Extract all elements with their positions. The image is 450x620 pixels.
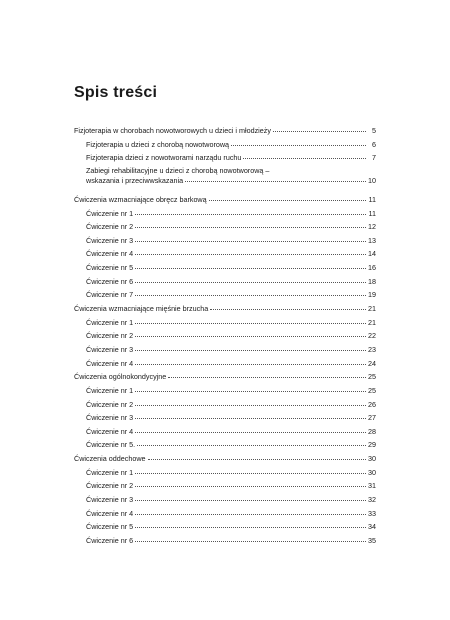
toc-page-number: 11	[368, 208, 376, 218]
toc-page-number: 32	[368, 495, 376, 505]
toc-page-number: 33	[368, 508, 376, 518]
toc-page-number: 26	[368, 399, 376, 409]
toc-entry[interactable]	[74, 413, 376, 427]
toc-entry-label: Ćwiczenie nr 2	[86, 399, 134, 409]
toc-entry[interactable]	[74, 209, 376, 223]
toc-entry[interactable]	[74, 468, 376, 482]
toc-entry-label: Fizjoterapia u dzieci z chorobą nowotworową	[86, 139, 230, 149]
toc-page-number: 16	[368, 263, 376, 273]
toc-entry-label: Ćwiczenie nr 4	[86, 249, 134, 259]
toc-entry-label: Ćwiczenia wzmacniające mięśnie brzucha	[74, 304, 209, 314]
dot-leader	[210, 303, 366, 310]
toc-entry-label: Ćwiczenie nr 4	[86, 358, 134, 368]
toc-page-number: 12	[368, 222, 376, 232]
toc-entry-label: Ćwiczenie nr 7	[86, 290, 134, 300]
toc-entry-label: Ćwiczenie nr 3	[86, 413, 134, 423]
toc-page-number: 18	[368, 276, 376, 286]
toc-entry[interactable]	[74, 372, 376, 386]
toc-entry[interactable]	[74, 400, 376, 414]
toc-entry[interactable]	[74, 263, 376, 277]
toc-entry[interactable]	[74, 140, 376, 154]
dot-leader	[135, 221, 366, 228]
dot-leader	[137, 439, 366, 446]
toc-entry[interactable]	[74, 427, 376, 441]
toc-entry[interactable]	[74, 440, 376, 454]
toc-page-number: 35	[368, 535, 376, 545]
toc-page-number: 21	[368, 304, 376, 314]
dot-leader	[135, 289, 366, 296]
toc-entry-label: Ćwiczenie nr 2	[86, 222, 134, 232]
dot-leader	[135, 208, 366, 215]
toc-entry-label: Ćwiczenie nr 2	[86, 481, 134, 491]
toc-page-number: 6	[372, 139, 376, 149]
toc-entry-label: Ćwiczenia oddechowe	[74, 454, 146, 464]
toc-entry-label: Ćwiczenie nr 6	[86, 535, 134, 545]
toc-entry[interactable]	[74, 304, 376, 318]
page-title: Spis treści	[74, 84, 158, 101]
toc-page-number: 24	[368, 358, 376, 368]
toc-entry[interactable]	[74, 126, 376, 140]
toc-entry-label: Ćwiczenie nr 6	[86, 276, 134, 286]
toc-entry-label: Ćwiczenie nr 3	[86, 235, 134, 245]
toc-entry[interactable]	[74, 318, 376, 332]
dot-leader	[135, 358, 366, 365]
toc-page-number: 14	[368, 249, 376, 259]
toc-entry-label: Ćwiczenie nr 5	[86, 263, 134, 273]
toc-page-number: 23	[368, 344, 376, 354]
dot-leader	[148, 453, 366, 460]
toc-page-number: 31	[368, 481, 376, 491]
dot-leader	[168, 371, 366, 378]
dot-leader	[135, 276, 366, 283]
toc-entry[interactable]	[74, 153, 376, 167]
toc-entry[interactable]	[74, 509, 376, 523]
dot-leader	[135, 248, 366, 255]
dot-leader	[135, 426, 366, 433]
dot-leader	[135, 399, 366, 406]
toc-page-number: 19	[368, 290, 376, 300]
toc-entry-label: Ćwiczenie nr 5.	[86, 440, 136, 450]
toc-entry-label: Ćwiczenie nr 4	[86, 426, 134, 436]
toc-entry-label: Fizjoterapia dzieci z nowotworami narządu ruchu	[86, 153, 242, 163]
dot-leader	[185, 175, 366, 182]
dot-leader	[273, 125, 366, 132]
toc-page-number: 22	[368, 331, 376, 341]
toc-entry[interactable]	[74, 195, 376, 209]
dot-leader	[135, 494, 366, 501]
toc-page-number: 21	[368, 317, 376, 327]
toc-entry-label: Ćwiczenie nr 1	[86, 208, 134, 218]
toc-page-number: 27	[368, 413, 376, 423]
toc-entry[interactable]	[74, 495, 376, 509]
dot-leader	[135, 317, 366, 324]
dot-leader	[135, 235, 366, 242]
toc-page-number: 34	[368, 522, 376, 532]
dot-leader	[209, 194, 366, 201]
toc-entry-label: Ćwiczenie nr 5	[86, 522, 134, 532]
dot-leader	[135, 262, 366, 269]
toc-entry-label: Zabiegi rehabilitacyjne u dzieci z chorobą nowotworową –	[86, 165, 270, 175]
toc-entry-label: Ćwiczenie nr 3	[86, 495, 134, 505]
dot-leader	[135, 344, 366, 351]
table-of-contents	[74, 126, 376, 550]
toc-page-number: 30	[368, 467, 376, 477]
toc-entry[interactable]	[74, 277, 376, 291]
dot-leader	[135, 521, 366, 528]
toc-page-number: 30	[368, 454, 376, 464]
toc-entry-label: Ćwiczenia ogólnokondycyjne	[74, 372, 167, 382]
toc-page-number: 28	[368, 426, 376, 436]
toc-entry-label: Ćwiczenia wzmacniające obręcz barkową	[74, 194, 207, 204]
toc-entry[interactable]	[74, 536, 376, 550]
toc-entry[interactable]	[74, 386, 376, 400]
dot-leader	[135, 535, 366, 542]
toc-entry-label: Ćwiczenie nr 1	[86, 317, 134, 327]
toc-page-number: 10	[368, 176, 376, 186]
toc-page-number: 5	[372, 126, 376, 135]
dot-leader	[231, 139, 366, 146]
dot-leader	[135, 508, 366, 515]
toc-page-number: 11	[368, 194, 376, 204]
toc-entry-label: Ćwiczenie nr 3	[86, 344, 134, 354]
dot-leader	[135, 412, 366, 419]
toc-entry[interactable]	[74, 249, 376, 263]
toc-page-number: 25	[368, 385, 376, 395]
toc-entry-label: Ćwiczenie nr 1	[86, 385, 134, 395]
toc-entry[interactable]	[74, 167, 376, 195]
toc-entry[interactable]	[74, 522, 376, 536]
dot-leader	[135, 467, 366, 474]
dot-leader	[135, 385, 366, 392]
dot-leader	[243, 152, 366, 159]
toc-entry-label: Ćwiczenie nr 4	[86, 508, 134, 518]
toc-entry-label-continued: wskazania i przeciwwskazania	[86, 176, 184, 186]
dot-leader	[135, 480, 366, 487]
toc-page-number: 25	[368, 372, 376, 382]
toc-entry[interactable]	[74, 290, 376, 304]
toc-page-number: 29	[368, 440, 376, 450]
toc-entry[interactable]	[74, 345, 376, 359]
toc-entry[interactable]	[74, 454, 376, 468]
toc-entry-label: Ćwiczenie nr 1	[86, 467, 134, 477]
toc-entry-label: Fizjoterapia w chorobach nowotworowych u dzieci i młodzieży	[74, 126, 271, 135]
toc-entry[interactable]	[74, 331, 376, 345]
toc-entry[interactable]	[74, 222, 376, 236]
toc-page-number: 13	[368, 235, 376, 245]
toc-page-number: 7	[372, 153, 376, 163]
dot-leader	[135, 330, 366, 337]
toc-entry[interactable]	[74, 481, 376, 495]
toc-entry[interactable]	[74, 236, 376, 250]
toc-entry-label: Ćwiczenie nr 2	[86, 331, 134, 341]
toc-entry[interactable]	[74, 359, 376, 373]
